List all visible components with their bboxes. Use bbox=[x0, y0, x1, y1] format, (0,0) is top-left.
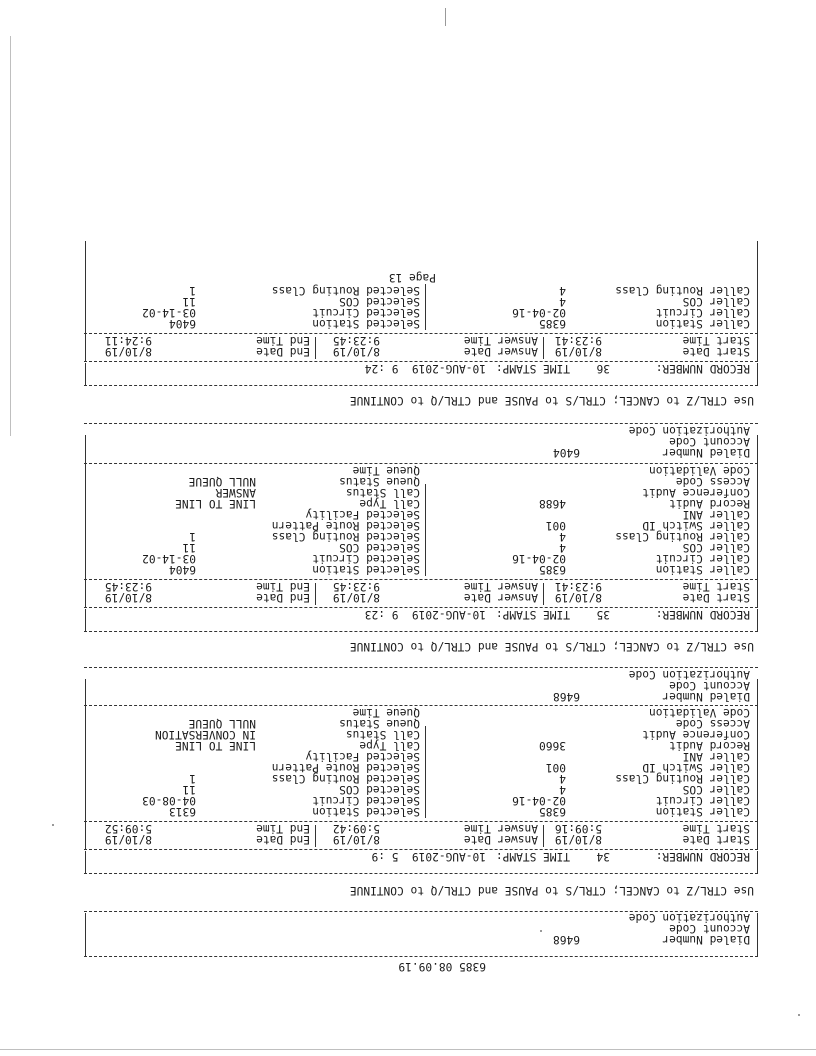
answer-date-label: Answer Date bbox=[463, 591, 538, 604]
caller-cos-value: 4 bbox=[559, 783, 566, 796]
caller-cos-value: 4 bbox=[559, 295, 566, 308]
dialed-number-label: Dialed Number bbox=[662, 933, 750, 946]
end-date-label: End Date bbox=[256, 591, 310, 604]
box-right-edge bbox=[85, 363, 86, 385]
queue-status-label: Queue Status bbox=[339, 475, 420, 488]
end-time-value: 5:09:52 bbox=[104, 822, 152, 835]
divider bbox=[84, 911, 758, 912]
call-type-label: Call Type bbox=[359, 497, 420, 510]
column-divider bbox=[543, 583, 544, 605]
start-date-label: Start Date bbox=[682, 833, 750, 846]
caller-routing-class-value: 4 bbox=[559, 772, 566, 785]
caller-station-value: 6385 bbox=[539, 563, 566, 576]
end-time-value: 9:23:45 bbox=[104, 580, 152, 593]
queue-status-value: NULL QUEUE bbox=[188, 717, 256, 730]
selected-routing-class-value: 1 bbox=[189, 772, 196, 785]
record-number-value: 35 bbox=[596, 608, 610, 621]
end-time-label: End Time bbox=[256, 334, 310, 347]
answer-time-value: 9:23:45 bbox=[332, 334, 380, 347]
time-stamp-value: 10-AUG-2019 5 :9 bbox=[371, 850, 486, 863]
dialed-number-label: Dialed Number bbox=[662, 446, 750, 459]
column-divider bbox=[425, 284, 426, 330]
column-divider bbox=[315, 583, 316, 605]
queue-status-value: NULL QUEUE bbox=[188, 475, 256, 488]
end-date-value: 8/10/19 bbox=[104, 591, 152, 604]
box-left-edge bbox=[757, 435, 758, 607]
selected-routing-class-label: Selected Routing Class bbox=[271, 772, 420, 785]
account-code-label: Account Code bbox=[669, 435, 750, 448]
call-type-label: Call Type bbox=[359, 739, 420, 752]
record-audit-value: 4688 bbox=[539, 497, 566, 510]
caller-routing-class-label: Caller Routing Class bbox=[615, 284, 750, 297]
scan-edge bbox=[10, 36, 11, 436]
start-date-value: 8/10/19 bbox=[554, 345, 602, 358]
dialed-number-value: 6404 bbox=[553, 446, 580, 459]
divider bbox=[84, 607, 758, 608]
caller-ani-label: Caller ANI bbox=[682, 750, 750, 763]
caller-cos-label: Caller COS bbox=[682, 783, 750, 796]
divider bbox=[84, 667, 758, 668]
dialed-number-label: Dialed Number bbox=[662, 690, 750, 703]
call-type-value: LINE TO LINE bbox=[175, 497, 256, 510]
code-validation-label: Code Validation bbox=[648, 706, 750, 719]
box-left-edge bbox=[757, 363, 758, 385]
caller-switch-id-value: 001 bbox=[545, 519, 566, 532]
authorization-code-label: Authorization Code bbox=[628, 668, 750, 681]
selected-station-value: 6404 bbox=[169, 563, 196, 576]
dialed-number-value: 6468 bbox=[553, 690, 580, 703]
selected-circuit-label: Selected Circuit bbox=[312, 552, 420, 565]
time-stamp-label: TIME STAMP: bbox=[495, 850, 570, 863]
record-number-value: 34 bbox=[596, 850, 610, 863]
record-audit-label: Record Audit bbox=[669, 739, 750, 752]
selected-route-pattern-label: Selected Route Pattern bbox=[271, 519, 420, 532]
box-left-edge bbox=[757, 851, 758, 873]
cancel-prompt: Use CTRL/Z to CANCEL; CTRL/S to PAUSE and CTRL/Q to CONTINUE bbox=[349, 884, 754, 897]
caller-station-label: Caller Station bbox=[655, 563, 750, 576]
authorization-code-label: Authorization Code bbox=[628, 911, 750, 924]
selected-cos-value: 11 bbox=[182, 541, 196, 554]
cancel-prompt: Use CTRL/Z to CANCEL; CTRL/S to PAUSE and CTRL/Q to CONTINUE bbox=[349, 394, 754, 407]
box-right-edge bbox=[85, 609, 86, 631]
divider bbox=[84, 361, 758, 362]
queue-time-label: Queue Time bbox=[352, 706, 420, 719]
selected-route-pattern-label: Selected Route Pattern bbox=[271, 761, 420, 774]
selected-station-label: Selected Station bbox=[312, 317, 420, 330]
divider bbox=[84, 463, 758, 464]
selected-routing-class-value: 1 bbox=[189, 284, 196, 297]
end-date-value: 8/10/19 bbox=[104, 345, 152, 358]
selected-circuit-value: 03-14-02 bbox=[142, 552, 196, 565]
caller-station-label: Caller Station bbox=[655, 317, 750, 330]
selected-circuit-value: 04-08-03 bbox=[142, 794, 196, 807]
account-code-label: Account Code bbox=[669, 679, 750, 692]
answer-date-label: Answer Date bbox=[463, 345, 538, 358]
authorization-code-label: Authorization Code bbox=[628, 424, 750, 437]
column-divider bbox=[315, 337, 316, 359]
divider bbox=[84, 631, 758, 632]
start-time-value: 9:23:41 bbox=[554, 334, 602, 347]
answer-time-value: 9:23:45 bbox=[332, 580, 380, 593]
record-number-label: RECORD NUMBER: bbox=[655, 608, 750, 621]
start-time-label: Start Time bbox=[682, 822, 750, 835]
queue-status-label: Queue Status bbox=[339, 717, 420, 730]
scan-speck bbox=[798, 1014, 800, 1016]
answer-time-label: Answer Time bbox=[463, 334, 538, 347]
selected-facility-label: Selected Facility bbox=[305, 750, 420, 763]
caller-routing-class-value: 4 bbox=[559, 284, 566, 297]
caller-cos-label: Caller COS bbox=[682, 295, 750, 308]
access-code-label: Access Code bbox=[675, 475, 750, 488]
record-number-value: 36 bbox=[596, 362, 610, 375]
selected-station-label: Selected Station bbox=[312, 805, 420, 818]
divider bbox=[84, 821, 758, 822]
caller-station-value: 6385 bbox=[539, 317, 566, 330]
caller-circuit-label: Caller Circuit bbox=[655, 794, 750, 807]
record-number-label: RECORD NUMBER: bbox=[655, 850, 750, 863]
caller-circuit-value: 02-04-16 bbox=[512, 794, 566, 807]
selected-circuit-label: Selected Circuit bbox=[312, 306, 420, 319]
selected-circuit-label: Selected Circuit bbox=[312, 794, 420, 807]
answer-date-value: 8/10/19 bbox=[332, 833, 380, 846]
answer-date-value: 8/10/19 bbox=[332, 345, 380, 358]
divider bbox=[84, 705, 758, 706]
page-label: Page 13 bbox=[388, 271, 436, 284]
caller-cos-label: Caller COS bbox=[682, 541, 750, 554]
column-divider bbox=[425, 484, 426, 576]
caller-circuit-label: Caller Circuit bbox=[655, 552, 750, 565]
scan-speck bbox=[540, 930, 542, 932]
caller-ani-label: Caller ANI bbox=[682, 508, 750, 521]
call-status-value: IN CONVERSATION bbox=[154, 728, 256, 741]
divider bbox=[84, 956, 758, 957]
caller-station-value: 6385 bbox=[539, 805, 566, 818]
start-date-label: Start Date bbox=[682, 591, 750, 604]
scan-speck bbox=[52, 824, 54, 826]
selected-cos-value: 11 bbox=[182, 295, 196, 308]
record-audit-value: 3660 bbox=[539, 739, 566, 752]
caller-cos-value: 4 bbox=[559, 541, 566, 554]
divider bbox=[84, 385, 758, 386]
selected-cos-label: Selected COS bbox=[339, 295, 420, 308]
column-divider bbox=[315, 825, 316, 847]
header-label: 6385 08.09.19 bbox=[398, 960, 486, 973]
caller-routing-class-value: 4 bbox=[559, 530, 566, 543]
caller-circuit-label: Caller Circuit bbox=[655, 306, 750, 319]
call-status-value: ANSWER bbox=[215, 486, 256, 499]
end-time-value: 9:24:11 bbox=[104, 334, 152, 347]
box-right-edge bbox=[85, 241, 86, 361]
divider bbox=[84, 849, 758, 850]
call-type-value: LINE TO LINE bbox=[175, 739, 256, 752]
selected-facility-label: Selected Facility bbox=[305, 508, 420, 521]
dialed-number-value: 6468 bbox=[553, 933, 580, 946]
column-divider bbox=[543, 825, 544, 847]
scan-edge bbox=[0, 1049, 816, 1050]
answer-date-value: 8/10/19 bbox=[332, 591, 380, 604]
end-date-value: 8/10/19 bbox=[104, 833, 152, 846]
time-stamp-label: TIME STAMP: bbox=[495, 608, 570, 621]
start-time-value: 5:09:16 bbox=[554, 822, 602, 835]
account-code-label: Account Code bbox=[669, 922, 750, 935]
selected-cos-label: Selected COS bbox=[339, 541, 420, 554]
conference-audit-label: Conference Audit bbox=[642, 486, 750, 499]
divider bbox=[84, 873, 758, 874]
selected-cos-value: 11 bbox=[182, 783, 196, 796]
selected-station-value: 6313 bbox=[169, 805, 196, 818]
divider bbox=[84, 579, 758, 580]
start-time-value: 9:23:41 bbox=[554, 580, 602, 593]
selected-station-value: 6404 bbox=[169, 317, 196, 330]
start-date-label: Start Date bbox=[682, 345, 750, 358]
start-date-value: 8/10/19 bbox=[554, 833, 602, 846]
selected-routing-class-label: Selected Routing Class bbox=[271, 530, 420, 543]
end-time-label: End Time bbox=[256, 822, 310, 835]
column-divider bbox=[543, 337, 544, 359]
box-right-edge bbox=[85, 851, 86, 873]
time-stamp-value: 10-AUG-2019 9 :23 bbox=[364, 608, 486, 621]
answer-time-label: Answer Time bbox=[463, 580, 538, 593]
end-date-label: End Date bbox=[256, 833, 310, 846]
end-time-label: End Time bbox=[256, 580, 310, 593]
code-validation-label: Code Validation bbox=[648, 464, 750, 477]
selected-circuit-value: 03-14-02 bbox=[142, 306, 196, 319]
caller-station-label: Caller Station bbox=[655, 805, 750, 818]
call-status-label: Call Status bbox=[345, 728, 420, 741]
record-audit-label: Record Audit bbox=[669, 497, 750, 510]
selected-routing-class-value: 1 bbox=[189, 530, 196, 543]
answer-date-label: Answer Date bbox=[463, 833, 538, 846]
end-date-label: End Date bbox=[256, 345, 310, 358]
time-stamp-value: 10-AUG-2019 9 :24 bbox=[364, 362, 486, 375]
box-left-edge bbox=[757, 241, 758, 361]
selected-routing-class-label: Selected Routing Class bbox=[271, 284, 420, 297]
caller-switch-id-label: Caller Switch ID bbox=[642, 761, 750, 774]
answer-time-value: 5:09:42 bbox=[332, 822, 380, 835]
caller-switch-id-label: Caller Switch ID bbox=[642, 519, 750, 532]
box-right-edge bbox=[85, 435, 86, 607]
divider bbox=[84, 423, 758, 424]
queue-time-label: Queue Time bbox=[352, 464, 420, 477]
caller-routing-class-label: Caller Routing Class bbox=[615, 772, 750, 785]
caller-circuit-value: 02-04-16 bbox=[512, 306, 566, 319]
start-date-value: 8/10/19 bbox=[554, 591, 602, 604]
start-time-label: Start Time bbox=[682, 580, 750, 593]
box-left-edge bbox=[757, 913, 758, 956]
answer-time-label: Answer Time bbox=[463, 822, 538, 835]
start-time-label: Start Time bbox=[682, 334, 750, 347]
box-right-edge bbox=[85, 913, 86, 956]
cancel-prompt: Use CTRL/Z to CANCEL; CTRL/S to PAUSE and CTRL/Q to CONTINUE bbox=[349, 640, 754, 653]
caller-switch-id-value: 001 bbox=[545, 761, 566, 774]
conference-audit-label: Conference Audit bbox=[642, 728, 750, 741]
call-status-label: Call Status bbox=[345, 486, 420, 499]
selected-station-label: Selected Station bbox=[312, 563, 420, 576]
record-number-label: RECORD NUMBER: bbox=[655, 362, 750, 375]
caller-routing-class-label: Caller Routing Class bbox=[615, 530, 750, 543]
divider bbox=[84, 333, 758, 334]
box-left-edge bbox=[757, 609, 758, 631]
time-stamp-label: TIME STAMP: bbox=[495, 362, 570, 375]
access-code-label: Access Code bbox=[675, 717, 750, 730]
scan-speck bbox=[445, 8, 446, 26]
selected-cos-label: Selected COS bbox=[339, 783, 420, 796]
caller-circuit-value: 02-04-16 bbox=[512, 552, 566, 565]
column-divider bbox=[425, 726, 426, 818]
